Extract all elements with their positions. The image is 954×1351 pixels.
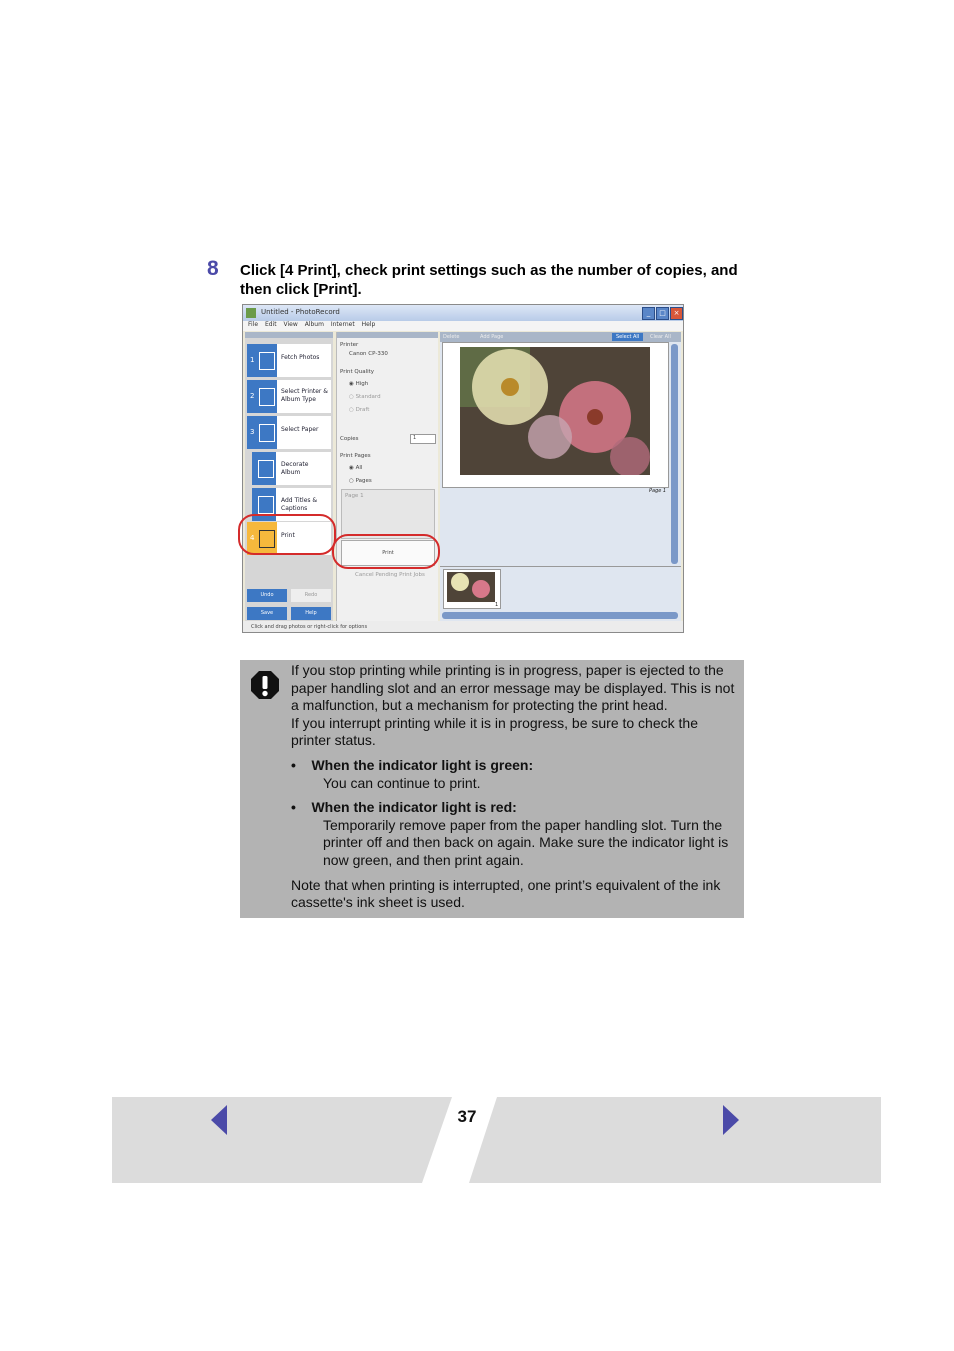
caution-exclamation-icon	[250, 670, 280, 700]
next-page-triangle-icon[interactable]	[722, 1104, 740, 1136]
decorate-icon	[258, 460, 274, 478]
step-num: 1	[250, 356, 255, 364]
thumbnail[interactable]	[443, 569, 501, 609]
flower-photo[interactable]	[460, 347, 650, 475]
photorecord-screenshot	[242, 304, 684, 633]
pages-range-radio[interactable]: ○ Pages	[349, 478, 372, 484]
caution-bullet-green	[291, 757, 739, 792]
status-bar	[243, 621, 683, 632]
preview-pane	[440, 332, 681, 621]
menu-edit[interactable]: Edit	[264, 321, 277, 328]
bullet-text: You can continue to print.	[323, 774, 481, 791]
step-select-paper[interactable]	[247, 416, 331, 449]
highlight-print-step	[238, 514, 336, 555]
undo-button[interactable]: Undo	[247, 589, 287, 602]
quality-option: High	[355, 381, 369, 387]
pane-header	[337, 332, 438, 338]
menu-help[interactable]: Help	[361, 321, 376, 328]
caution-para: If you interrupt printing while it is in progress, be sure to check the printer status.	[291, 714, 698, 749]
highlight-print-button	[332, 534, 440, 569]
divider	[440, 566, 681, 567]
caution-bullet-red	[291, 799, 739, 869]
menu-file[interactable]: File	[248, 321, 259, 328]
fetch-photos-icon	[259, 352, 275, 370]
step-label: Fetch Photos	[281, 354, 320, 361]
vertical-scrollbar[interactable]	[671, 344, 678, 564]
page-caption: Page 1	[649, 488, 667, 494]
clear-all-button[interactable]: Clear All	[650, 334, 671, 340]
page-preview[interactable]	[442, 342, 669, 488]
step-num: 2	[250, 392, 255, 400]
pages-option: All	[355, 465, 363, 471]
menu-view[interactable]: View	[283, 321, 298, 328]
step-num: 4	[250, 534, 255, 542]
titles-icon	[258, 496, 274, 514]
save-button[interactable]: Save	[247, 607, 287, 620]
bullet-dot: •	[291, 799, 312, 816]
print-quality-label: Print Quality	[340, 369, 375, 375]
step-label: Select Printer & Album Type	[281, 388, 328, 403]
app-icon	[246, 308, 256, 318]
minimize-icon[interactable]: _	[642, 307, 655, 320]
horizontal-scrollbar[interactable]	[442, 612, 678, 619]
step-label: Decorate Album	[281, 461, 309, 476]
bullet-text: Temporarily remove paper from the paper handling slot. Turn the printer off and then back on again. Make sure the indicator light is now green, and then print again.	[323, 816, 729, 868]
add-page-button[interactable]: Add Page	[480, 334, 504, 340]
quality-high-radio[interactable]: ◉ High	[349, 381, 369, 387]
status-text: Click and drag photos or right-click for options	[251, 624, 368, 630]
step-label: Select Paper	[281, 426, 319, 433]
bullet-title: When the indicator light is red:	[311, 799, 517, 816]
prev-page-triangle-icon[interactable]	[210, 1104, 228, 1136]
bullet-dot: •	[291, 756, 312, 773]
step-label: Add Titles & Captions	[281, 497, 318, 512]
step-label: Print	[281, 532, 295, 539]
print-settings-pane	[336, 332, 438, 621]
bullet-title: When the indicator light is green:	[311, 756, 534, 773]
menu-bar	[243, 321, 683, 331]
menu-album[interactable]: Album	[304, 321, 324, 328]
paper-icon	[259, 424, 275, 442]
preview-toolbar	[440, 332, 681, 342]
quality-option: Draft	[355, 407, 370, 413]
window-title: Untitled - PhotoRecord	[261, 308, 340, 316]
select-all-button[interactable]: Select All	[612, 333, 643, 341]
redo-button[interactable]: Redo	[291, 589, 331, 602]
printer-value: Canon CP-330	[349, 351, 388, 357]
step-select-printer[interactable]	[247, 380, 331, 413]
quality-draft-radio[interactable]: ○ Draft	[349, 407, 370, 413]
step-fetch-photos[interactable]	[247, 344, 331, 377]
step-number: 8	[207, 257, 219, 280]
thumbnail-image	[447, 572, 495, 602]
page-list[interactable]	[341, 489, 435, 539]
print-pages-label: Print Pages	[340, 453, 371, 459]
help-button[interactable]: Help	[291, 607, 331, 620]
step-num: 3	[250, 428, 255, 436]
maximize-icon[interactable]: □	[656, 307, 669, 320]
printer-label: Printer	[340, 342, 359, 348]
copies-stepper[interactable]: 1	[410, 434, 436, 444]
step-decorate-album[interactable]	[252, 452, 331, 485]
menu-internet[interactable]: Internet	[330, 321, 355, 328]
print-button[interactable]: Print	[341, 540, 435, 566]
quality-standard-radio[interactable]: ○ Standard	[349, 394, 381, 400]
pages-all-radio[interactable]: ◉ All	[349, 465, 363, 471]
pages-option: Pages	[355, 478, 372, 484]
window-titlebar	[243, 305, 683, 321]
steps-pane	[245, 332, 333, 621]
pane-header	[245, 332, 333, 338]
cancel-jobs-link[interactable]: Cancel Pending Print Jobs	[355, 572, 425, 578]
caution-para: If you stop printing while printing is in progress, paper is ejected to the paper handling slot and an error message may be displayed. This is not a malfunction, but a mechanism for protecting the print head.	[291, 662, 735, 714]
caution-text	[291, 662, 739, 912]
copies-label: Copies	[340, 436, 359, 442]
page-number: 37	[457, 1107, 477, 1126]
caution-note: Note that when printing is interrupted, one print’s equivalent of the ink cassette's ink sheet is used.	[291, 876, 721, 911]
page-list-item: Page 1	[345, 493, 364, 499]
delete-button[interactable]: Delete	[443, 334, 460, 340]
quality-option: Standard	[355, 394, 381, 400]
step-instruction: Click [4 Print], check print settings such as the number of copies, and then click [Print].	[240, 262, 738, 298]
thumbnail-caption: 1	[495, 602, 499, 608]
printer-album-icon	[259, 388, 275, 406]
close-icon[interactable]: ×	[670, 307, 683, 320]
